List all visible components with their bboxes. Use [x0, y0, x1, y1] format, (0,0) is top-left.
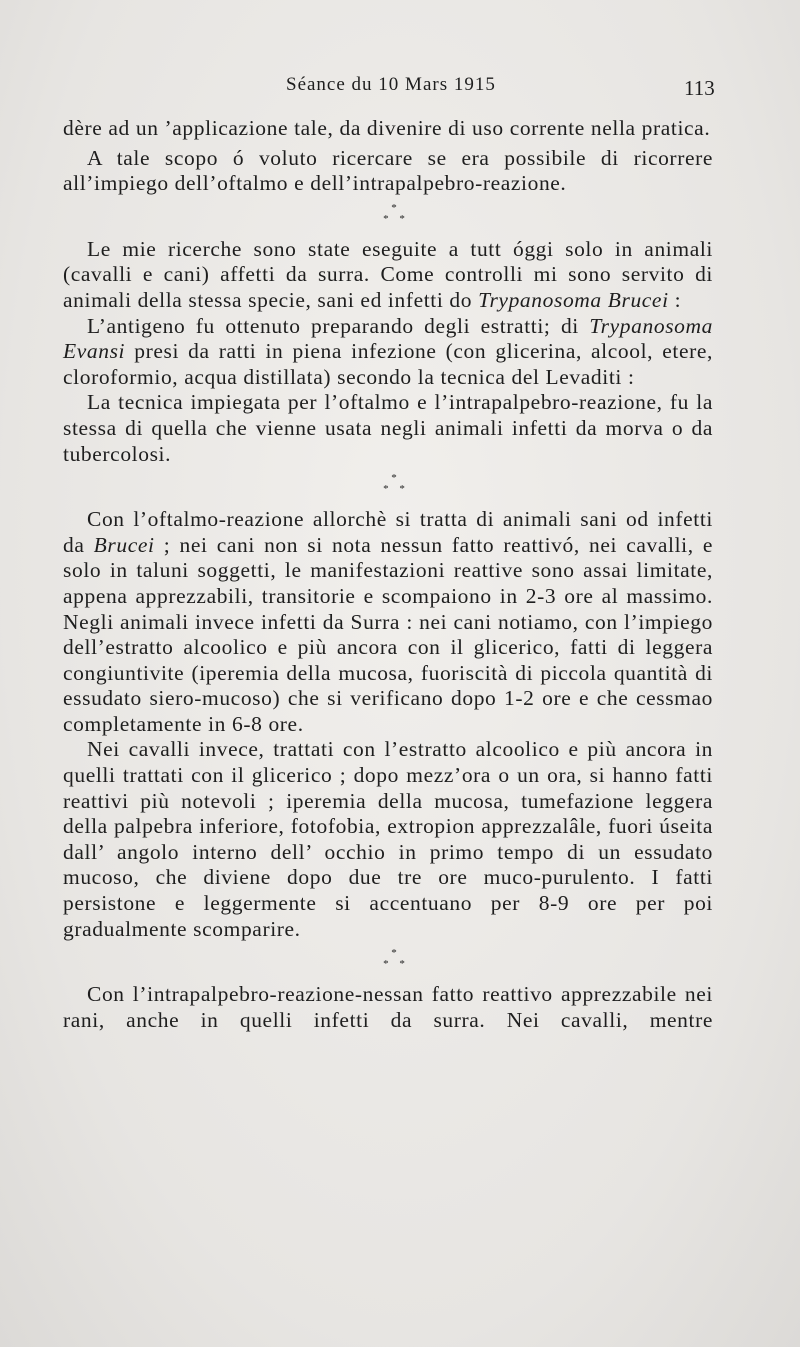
separator-star-top: * — [391, 472, 401, 485]
paragraph-3-text-b: : — [668, 287, 682, 312]
paragraph-4 — [63, 314, 713, 391]
paragraph-4-text-b: presi da ratti in piena infezione (con glicerina, alcool, etere, cloroformio, acqua distillata) secondo la tecnica del Levaditi : — [63, 339, 713, 389]
paragraph-6-text-b: ; nei cani non si nota nessun fatto reattivó, nei cavalli, e solo in taluni soggetti, le manifestazioni reattive sono assai limitate, appena apprezzabili, transitorie e scompaiono in 2-3 ore al massimo. Negli animali invece infetti da Surra : nei cani notiamo, con l’impiego dell’estratto alcoolico e più ancora con il glicerico, fatti di leggera congiuntivite (iperemia della mucosa, fuoriscità di piccola quantità di essudato siero-mucoso) che si verificano dopo 1-2 ore e che cessmao completamente in 6-8 ore. — [63, 532, 714, 736]
page-number: 113 — [684, 76, 715, 100]
separator-stars-bottom: * * — [383, 483, 409, 496]
paragraph-4-species: Trypanosoma Evansi — [63, 313, 713, 364]
paragraph-2: A tale scopo ó voluto ricercare se era possibile di ricorrere all’impiego dell’oftalmo e dell’intrapalpebro-reazione. — [63, 145, 713, 196]
section-separator-2 — [71, 467, 721, 507]
separator-star-top: * — [391, 947, 401, 960]
paragraph-3-text-a: Le mie ricerche sono state eseguite a tutt óggi solo in animali (cavalli e cani) affetti da surra. Come controlli mi sono servito di animali della stessa specie, sani ed infetti do — [63, 236, 713, 312]
paragraph-4-text-a: L’antigeno fu ottenuto preparando degli estratti; di — [87, 313, 590, 338]
paragraph-5: La tecnica impiegata per l’oftalmo e l’intrapalpebro-reazione, fu la stessa di quella che vienne usata negli animali infetti da morva o da tubercolosi. — [63, 390, 713, 466]
paragraph-3-species: Trypanosoma Brucei — [478, 287, 669, 312]
paragraph-3 — [63, 237, 713, 314]
header-title: Séance du 10 Mars 1915 — [286, 74, 496, 95]
paragraph-6-species: Brucei — [93, 532, 155, 557]
paragraph-7: Nei cavalli invece, trattati con l’estratto alcoolico e più ancora in quelli trattati con il glicerico ; dopo mezz’ora o un ora, si hanno fatti reattivi più notevoli ; iperemia della mucosa, tumefazione leggera della palpebra inferiore, fotofobia, extropion apprezzalâle, fuori úseita dall’ angolo interno dell’ occhio in primo tempo di un essudato mucoso, che diviene dopo due tre ore muco-purulento. I fatti persistone e leggermente si accentuano per 8-9 ore per poi gradualmente scomparire. — [63, 737, 713, 941]
separator-star-top: * — [391, 201, 401, 214]
paragraph-1: dère ad un ’applicazione tale, da divenire di uso corrente nella pratica. — [63, 116, 711, 140]
section-separator-3 — [71, 942, 721, 982]
running-header — [0, 74, 800, 104]
separator-stars-bottom: * * — [383, 958, 409, 971]
paragraph-6-text-a: Con l’oftalmo-reazione allorchè si tratta di animali sani od infetti da — [63, 507, 713, 557]
paragraph-6 — [63, 507, 713, 737]
paragraph-8: Con l’intrapalpebro-reazione-nessan fatto reattivo apprezzabile nei rani, anche in quelli infetti da surra. Nei cavalli, mentre — [63, 982, 713, 1032]
separator-stars-bottom: * * — [383, 212, 409, 225]
page-body — [63, 116, 713, 1033]
section-separator-1 — [71, 197, 721, 237]
